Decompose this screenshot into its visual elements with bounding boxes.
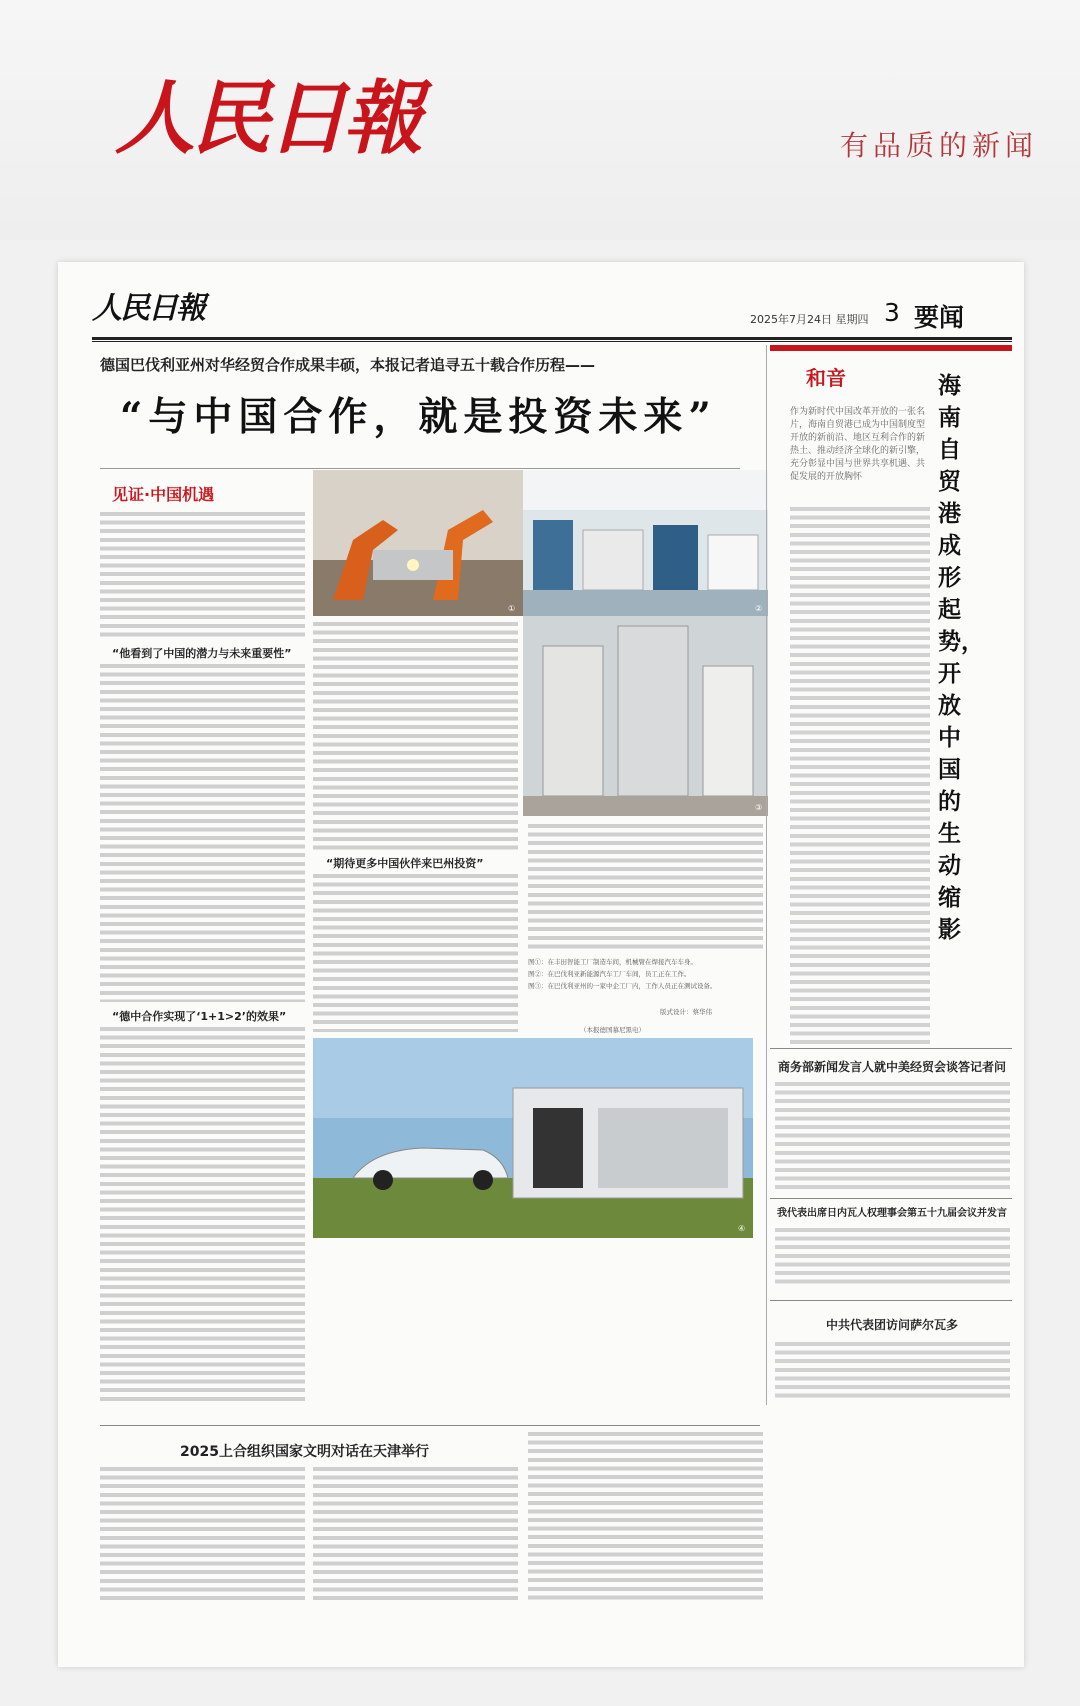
photo-equipment-test[interactable] xyxy=(523,616,768,816)
body-text-col1a xyxy=(100,510,305,640)
body-text-col1c xyxy=(100,1025,305,1405)
sidebar-tag: 和音 xyxy=(806,366,846,390)
brief-title-2: 我代表出席日内瓦人权理事会第五十九届会议并发言 xyxy=(777,1208,1007,1219)
photo-battery-swap-station[interactable] xyxy=(313,1038,753,1238)
robot-arm-graphic xyxy=(313,470,523,616)
photo-factory-floor[interactable] xyxy=(523,470,768,616)
page-title: 要闻 xyxy=(914,303,965,332)
photo-robot-welding[interactable] xyxy=(313,470,523,616)
caption-3: 图③：在巴伐利亚州的一家中企工厂内，工作人员正在测试设备。 xyxy=(528,982,717,990)
brief-divider-1 xyxy=(770,1048,1012,1049)
issue-date: 2025年7月24日 星期四 xyxy=(750,313,869,326)
sidebar-bar xyxy=(770,345,1012,351)
bottom-article-title: 2025上合组织国家文明对话在天津举行 xyxy=(180,1444,429,1460)
masthead-rule-thin xyxy=(92,341,1012,342)
subhead-3: “期待更多中国伙伴来巴州投资” xyxy=(326,857,484,870)
brief-divider-2 xyxy=(770,1198,1012,1199)
masthead-rule xyxy=(92,337,1012,340)
brand-logo[interactable]: 人民日報 xyxy=(115,71,419,165)
headline-divider xyxy=(100,468,740,469)
brief-body-3 xyxy=(775,1340,1010,1400)
bottom-body-col3 xyxy=(528,1430,763,1600)
brief-body-2 xyxy=(775,1226,1010,1286)
page-number: 3 xyxy=(884,298,900,327)
station-graphic xyxy=(313,1038,753,1238)
bottom-body-col2 xyxy=(313,1465,518,1600)
photo-number-4: ④ xyxy=(738,1224,746,1233)
sidebar-title: 海南自贸港成形起势，开放中国的生动缩影 xyxy=(938,372,984,943)
subhead-1: “他看到了中国的潜力与未来重要性” xyxy=(112,647,292,660)
body-text-col3a xyxy=(528,822,763,952)
sidebar-lead: 作为新时代中国改革开放的一张名片，海南自贸港已成为中国制度型开放的新前沿、地区互利合作的新热土、推动经济全球化的新引擎，充分彰显中国与世界共享机遇、共促发展的开放胸怀 xyxy=(790,407,926,482)
body-text-col2b xyxy=(313,872,518,1032)
slogan: 有品质的新闻 xyxy=(840,129,1039,162)
subhead-2: “德中合作实现了‘1+1>2’的效果” xyxy=(112,1010,287,1023)
body-text-col1b xyxy=(100,662,305,1002)
caption-2: 图②：在巴伐利亚新能源汽车工厂车间，员工正在工作。 xyxy=(528,970,691,978)
column-rule xyxy=(766,345,767,1405)
photo-number-3: ③ xyxy=(755,803,763,812)
caption-1: 图①：在丰田智能工厂制造车间，机械臂在焊接汽车车身。 xyxy=(528,958,697,966)
brief-title-1: 商务部新闻发言人就中美经贸会谈答记者问 xyxy=(777,1060,1006,1074)
layout-editor: 版式设计：蔡华伟 xyxy=(660,1008,712,1016)
bottom-divider xyxy=(100,1425,760,1426)
body-text-col2a xyxy=(313,620,518,850)
brief-title-3: 中共代表团访问萨尔瓦多 xyxy=(825,1318,958,1332)
sidebar-body xyxy=(790,505,930,1045)
brief-divider-3 xyxy=(770,1300,1012,1301)
bottom-body-col1 xyxy=(100,1465,305,1600)
factory-graphic xyxy=(523,470,768,616)
equipment-graphic xyxy=(523,616,768,816)
photo-number-1: ① xyxy=(508,604,516,613)
masthead-logo: 人民日報 xyxy=(92,291,204,326)
article-kicker: 德国巴伐利亚州对华经贸合作成果丰硕，本报记者追寻五十载合作历程—— xyxy=(100,356,596,374)
article-headline: “与中国合作，就是投资未来” xyxy=(120,394,717,440)
article-source: （本报德国慕尼黑电） xyxy=(580,1026,645,1034)
brief-body-1 xyxy=(775,1080,1010,1190)
section-tag: 见证·中国机遇 xyxy=(112,485,215,504)
photo-number-2: ② xyxy=(755,604,763,613)
